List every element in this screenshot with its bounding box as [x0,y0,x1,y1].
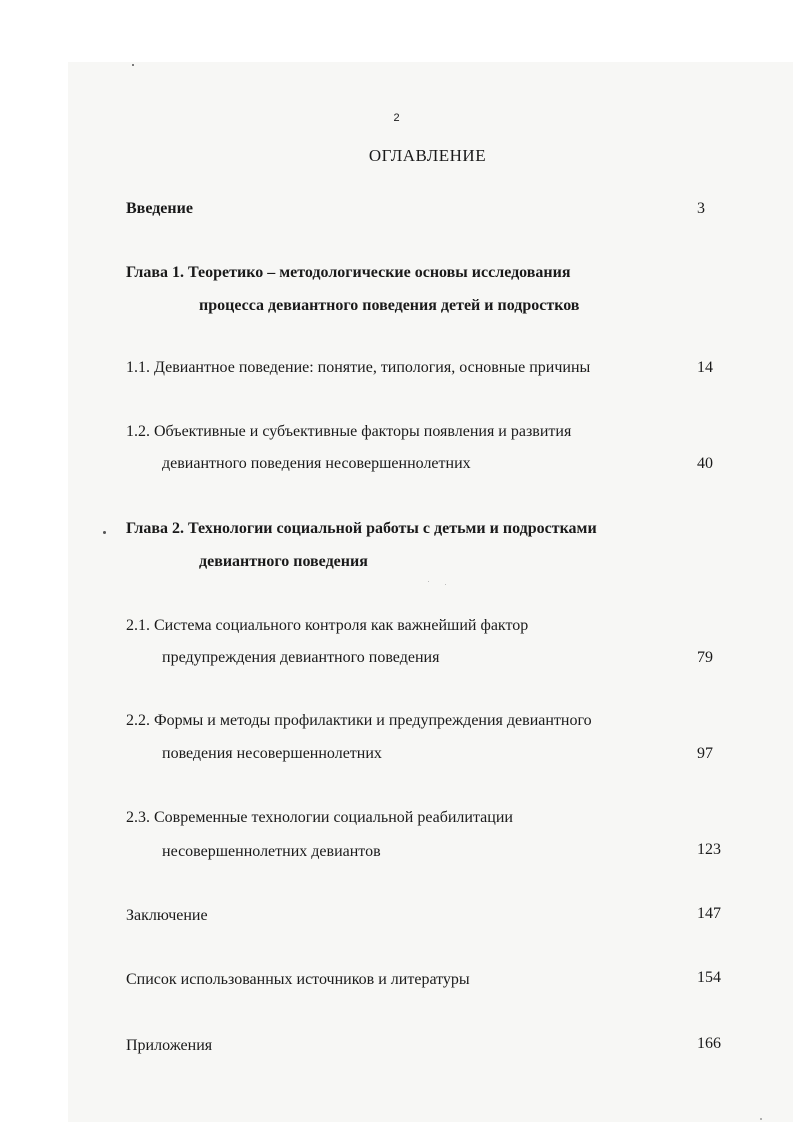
page-number: 2 [393,112,400,124]
scan-speck [760,1118,762,1120]
toc-entry-conclusion: Заключение [126,907,208,924]
toc-chapter-2-line-1: Глава 2. Технологии социальной работы с детьми и подростками [126,520,597,537]
scan-speck [428,581,429,582]
toc-section-2-3-line-1: 2.3. Современные технологии социальной реабилитации [126,809,513,826]
toc-page-section-1-1: 14 [697,359,713,376]
toc-page-appendix: 166 [697,1035,721,1052]
toc-section-2-1-line-2: предупреждения девиантного поведения [162,649,440,666]
toc-page-introduction: 3 [697,200,705,217]
paper-sheet [68,62,793,1122]
toc-page-section-2-2: 97 [697,745,713,762]
toc-section-2-2-line-2: поведения несовершеннолетних [162,745,382,762]
toc-chapter-1-line-2: процесса девиантного поведения детей и подростков [199,297,580,314]
scan-speck [445,584,446,585]
scan-speck [103,531,106,534]
toc-entry-references: Список использованных источников и литературы [126,971,470,988]
toc-page-conclusion: 147 [697,905,721,922]
toc-section-1-1: 1.1. Девиантное поведение: понятие, типология, основные причины [126,359,591,376]
toc-section-2-2-line-1: 2.2. Формы и методы профилактики и предупреждения девиантного [126,712,592,729]
toc-page-section-2-3: 123 [697,841,721,858]
toc-section-1-2-line-2: девиантного поведения несовершеннолетних [162,455,471,472]
toc-page-references: 154 [697,969,721,986]
toc-entry-introduction: Введение [126,200,193,217]
toc-chapter-2-line-2: девиантного поведения [199,553,368,570]
toc-section-2-3-line-2: несовершеннолетних девиантов [162,843,381,860]
toc-page-section-2-1: 79 [697,649,713,666]
toc-section-1-2-line-1: 1.2. Объективные и субъективные факторы появления и развития [126,423,572,440]
scan-speck [132,64,134,66]
toc-title: ОГЛАВЛЕНИЕ [368,146,487,165]
toc-entry-appendix: Приложения [126,1037,213,1054]
toc-section-2-1-line-1: 2.1. Система социального контроля как важнейший фактор [126,617,529,634]
toc-page-section-1-2: 40 [697,455,713,472]
toc-chapter-1-line-1: Глава 1. Теоретико – методологические основы исследования [126,264,571,281]
